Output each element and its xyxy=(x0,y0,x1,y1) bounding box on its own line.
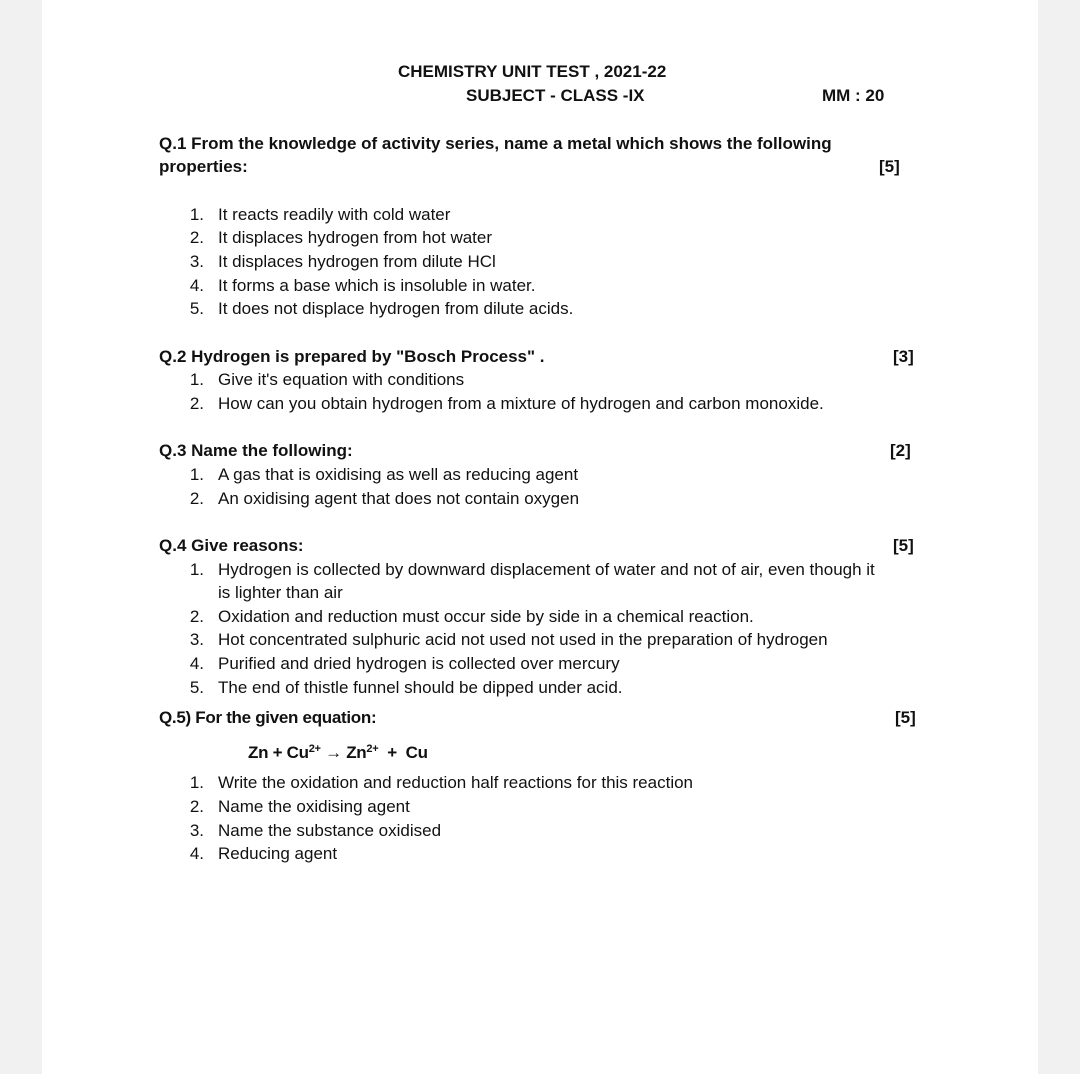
equation-charge: 2+ xyxy=(366,743,379,755)
q1-heading-cont: properties: xyxy=(159,157,248,176)
list-number: 3. xyxy=(189,630,204,649)
equation-reactants: Zn + Cu xyxy=(248,743,309,762)
q3-heading: Q.3 Name the following: xyxy=(159,441,353,460)
list-item: It reacts readily with cold water xyxy=(218,205,451,224)
list-item: Reducing agent xyxy=(218,844,338,863)
subject-class: SUBJECT - CLASS -IX xyxy=(466,86,645,105)
list-item: Hot concentrated sulphuric acid not used not used in the preparation of hydrogen xyxy=(218,630,828,649)
test-title: CHEMISTRY UNIT TEST , 2021-22 xyxy=(398,62,667,81)
list-item: Purified and dried hydrogen is collected over mercury xyxy=(218,654,620,673)
list-item: Write the oxidation and reduction half reactions for this reaction xyxy=(218,773,694,792)
list-number: 1. xyxy=(189,560,204,579)
list-number: 2. xyxy=(189,489,204,508)
q5-heading: Q.5) For the given equation: xyxy=(159,708,377,727)
list-number: 2. xyxy=(189,797,204,816)
list-item: Give it's equation with conditions xyxy=(218,370,465,389)
q4-marks: [5] xyxy=(893,536,914,555)
list-item: Name the substance oxidised xyxy=(218,821,442,840)
list-number: 1. xyxy=(189,773,204,792)
list-item: Hydrogen is collected by downward displacement of water and not of air, even though it xyxy=(218,560,875,579)
q2-marks: [3] xyxy=(893,347,914,366)
list-item: It displaces hydrogen from dilute HCl xyxy=(218,252,496,271)
q3-marks: [2] xyxy=(890,441,911,460)
list-item: It forms a base which is insoluble in water. xyxy=(218,276,536,295)
list-number: 3. xyxy=(189,821,204,840)
list-number: 4. xyxy=(189,654,204,673)
list-item: An oxidising agent that does not contain oxygen xyxy=(218,489,580,508)
max-marks: MM : 20 xyxy=(822,86,885,105)
list-number: 2. xyxy=(189,228,204,247)
list-item: It does not displace hydrogen from dilute acids. xyxy=(218,299,574,318)
list-number: 2. xyxy=(189,394,204,413)
list-number: 3. xyxy=(189,252,204,271)
q1-marks: [5] xyxy=(879,157,900,176)
list-number: 5. xyxy=(189,299,204,318)
list-number: 4. xyxy=(189,844,204,863)
list-item: How can you obtain hydrogen from a mixture of hydrogen and carbon monoxide. xyxy=(218,394,824,413)
equation-product: + Cu xyxy=(378,743,428,762)
q1-heading: Q.1 From the knowledge of activity series, name a metal which shows the following xyxy=(159,134,832,153)
q4-heading: Q.4 Give reasons: xyxy=(159,536,304,555)
list-number: 4. xyxy=(189,276,204,295)
list-number: 5. xyxy=(189,678,204,697)
list-item: A gas that is oxidising as well as reducing agent xyxy=(218,465,579,484)
equation-arrow-product: → Zn xyxy=(320,743,367,762)
list-number: 1. xyxy=(189,465,204,484)
list-number: 1. xyxy=(189,370,204,389)
q2-heading: Q.2 Hydrogen is prepared by "Bosch Process" . xyxy=(159,347,545,366)
list-item: Name the oxidising agent xyxy=(218,797,410,816)
list-number: 1. xyxy=(189,205,204,224)
list-item: Oxidation and reduction must occur side by side in a chemical reaction. xyxy=(218,607,754,626)
equation-charge: 2+ xyxy=(308,743,321,755)
chemical-equation xyxy=(248,743,428,763)
q5-marks: [5] xyxy=(895,708,916,727)
list-item: It displaces hydrogen from hot water xyxy=(218,228,493,247)
list-number: 2. xyxy=(189,607,204,626)
document-page xyxy=(42,0,1038,1074)
list-item-continuation: is lighter than air xyxy=(218,583,343,602)
list-item: The end of thistle funnel should be dipped under acid. xyxy=(218,678,623,697)
